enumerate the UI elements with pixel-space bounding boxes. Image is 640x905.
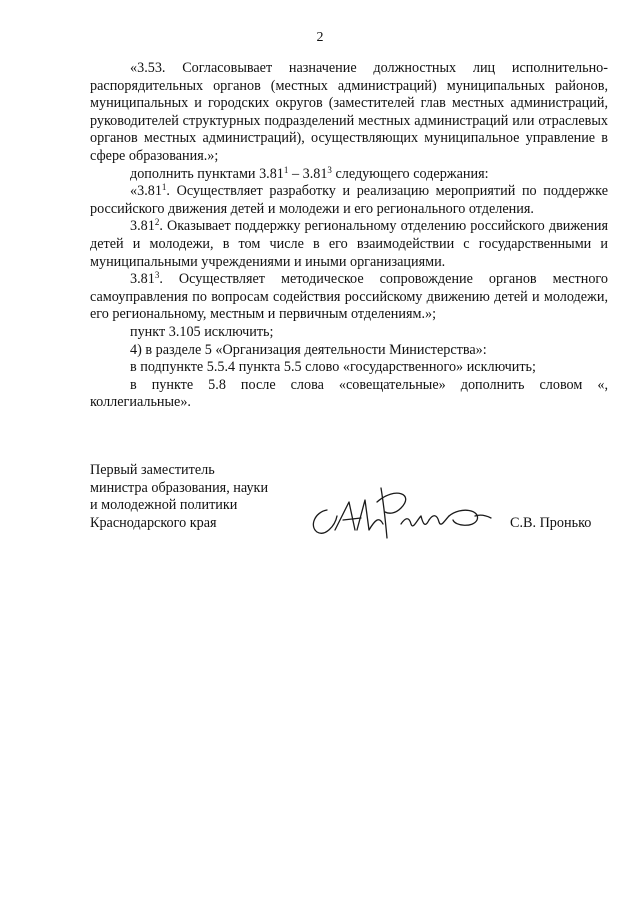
paragraph-3-81-2 bbox=[90, 218, 608, 271]
paragraph-add-points bbox=[90, 166, 608, 184]
paragraph-3-81-3 bbox=[90, 271, 608, 324]
paragraph-section-5: 4) в разделе 5 «Организация деятельности Министерства»: bbox=[130, 341, 487, 358]
signer-name: С.В. Пронько bbox=[510, 515, 592, 531]
handwritten-signature bbox=[305, 480, 505, 550]
point-3-81-3-text: . Осуществляет методическое сопровождение органов местного самоуправления по вопросам содействия российскому движению детей и молодежи, его региональному, местным и первичным отделениям.»; bbox=[90, 271, 608, 323]
point-3-81-3-number: 3.81 bbox=[130, 271, 155, 288]
point-3-81-2-text: . Оказывает поддержку региональному отделению российского движения детей и молодежи, в том числе в его взаимодействии с государственными и муниципальными учреждениями и иными организациями. bbox=[90, 218, 608, 270]
point-3-81-1-text: . Осуществляет разработку и реализацию мероприятий по поддержке российского движения детей и молодежи и его регионального отделения. bbox=[90, 183, 608, 217]
point-3-81-1-sup: 1 bbox=[161, 182, 167, 193]
add-points-text-b: – 3.81 bbox=[288, 165, 328, 182]
add-points-sup-2: 3 bbox=[327, 164, 332, 175]
signatory-title-line-2: министра образования, науки bbox=[90, 479, 269, 496]
signatory-title-line-3: и молодежной политики bbox=[90, 497, 238, 514]
point-3-81-3-sup: 3 bbox=[154, 270, 160, 281]
signatory-title-line-1: Первый заместитель bbox=[90, 462, 215, 478]
page-number: 2 bbox=[316, 30, 324, 45]
point-3-81-2-sup: 2 bbox=[154, 217, 160, 228]
paragraph-5-8: в пункте 5.8 после слова «совещательные» дополнить словом «, коллегиальные». bbox=[90, 376, 608, 411]
add-points-text-c: следующего содержания: bbox=[331, 165, 489, 182]
paragraph-3-81-1 bbox=[90, 183, 608, 218]
paragraph-5-5-4: в подпункте 5.5.4 пункта 5.5 слово «государственного» исключить; bbox=[130, 359, 536, 376]
signatory-title-line-4: Краснодарского края bbox=[90, 514, 217, 531]
point-3-81-2-number: 3.81 bbox=[130, 218, 155, 235]
signatory-title bbox=[90, 462, 268, 532]
add-points-text-a: дополнить пунктами 3.81 bbox=[130, 165, 284, 182]
paragraph-3-53: «3.53. Согласовывает назначение должностных лиц исполнительно-распорядительных органов (местных администраций) муниципальных районов, муниципальных и городских округов (заместителей глав местных администраций, руководителей структурных подразделений местных администраций или отраслевых органов местных администраций), осуществляющих муниципальное управление в сфере образования.»; bbox=[90, 60, 608, 164]
add-points-sup-1: 1 bbox=[283, 164, 289, 175]
point-3-81-1-number: «3.81 bbox=[130, 183, 162, 200]
paragraph-3-105: пункт 3.105 исключить; bbox=[130, 323, 274, 340]
document-body bbox=[90, 60, 608, 412]
